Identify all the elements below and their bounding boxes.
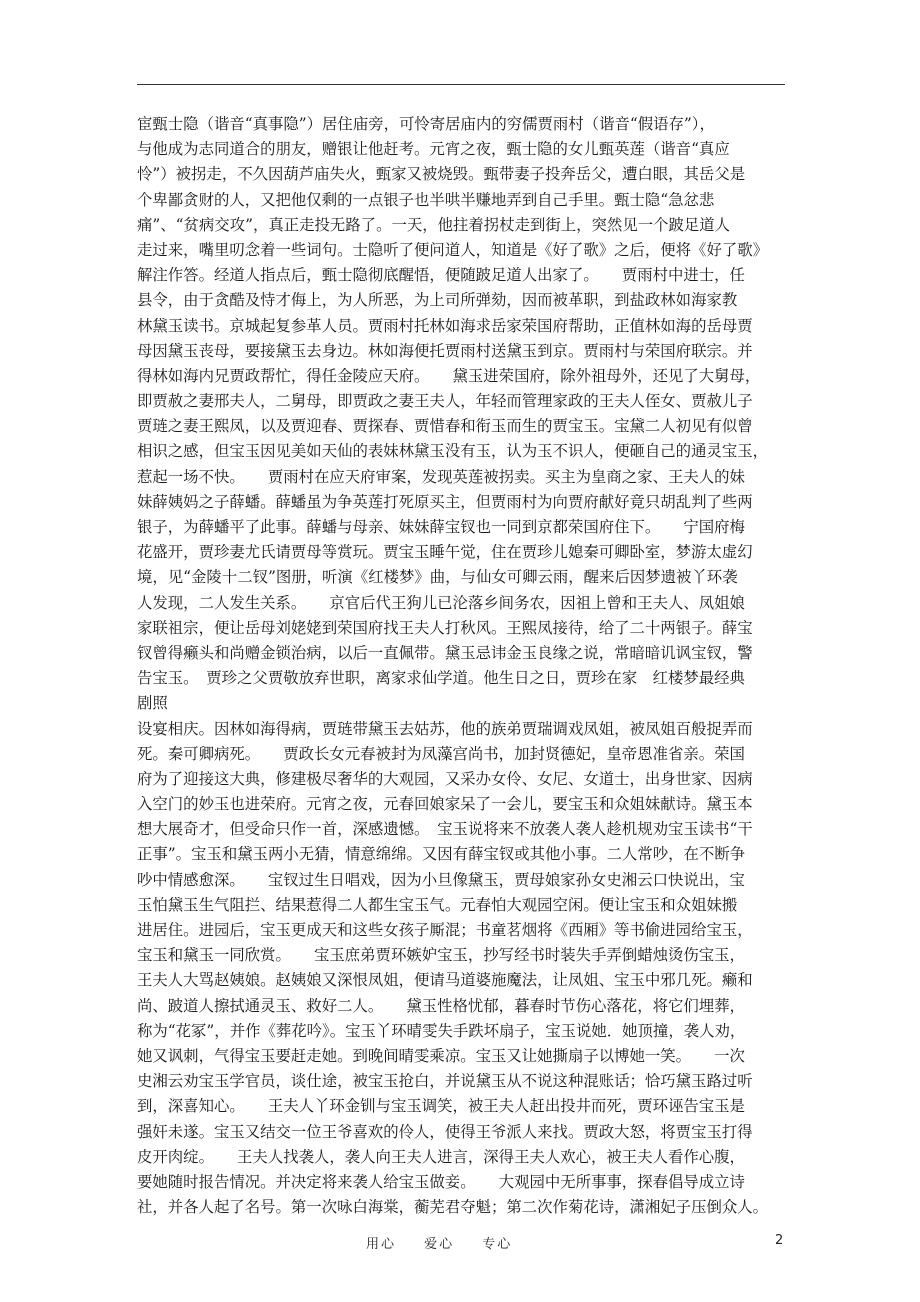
text-line: 玉怕黛玉生气阻拦、结果惹得二人都生宝玉气。元春怕大观园空闲。便让宝玉和众姐妹搬 <box>137 895 738 914</box>
text-line: 得林如海内兄贾政帮忙，得任金陵应天府。 黛玉进荣国府，除外祖母外，还见了大舅母， <box>137 366 761 385</box>
text-line: 个卑鄙贪财的人，又把他仅剩的一点银子也半哄半赚地弄到自己手里。甄士隐“急忿悲 <box>137 190 715 209</box>
text-line: 到，深喜知心。 王夫人丫环金钏与宝玉调笑，被王夫人赶出投井而死，贾环诬告宝玉是 <box>137 1097 745 1116</box>
text-line: 进居住。进园后，宝玉更成天和这些女孩子厮混；书童茗烟将《西厢》等书偷进园给宝玉， <box>137 921 753 939</box>
text-line: 妹薛姨妈之子薛蟠。薛蟠虽为争英莲打死原买主，但贾雨村为向贾府献好竟只胡乱判了些两 <box>137 492 753 511</box>
text-line: 社，并各人起了名号。第一次咏白海棠，蘅芜君夺魁；第二次作菊花诗，潇湘妃子压倒众人。 <box>137 1198 769 1217</box>
text-line: 称为“花冢”，并作《葬花吟》。宝玉丫环晴雯失手跌坏扇子，宝玉说她．她顶撞，袭人劝， <box>137 1021 746 1040</box>
text-line: 想大展奇才，但受命只作一首，深感遗憾。 宝玉说将来不放袭人袭人趁机规劝宝玉读书“干 <box>137 820 753 839</box>
body-text <box>137 112 787 1220</box>
text-line: 怜”）被拐走，不久因葫芦庙失火，甄家又被烧毁。甄带妻子投奔岳父，遭白眼，其岳父是 <box>137 165 746 184</box>
text-line: 贾琏之妻王熙凤，以及贾迎春、贾探春、贾惜春和衔玉而生的贾宝玉。宝黛二人初见有似曾 <box>137 417 753 436</box>
text-line: 告宝玉。 贾珍之父贾敬放弃世职，离家求仙学道。他生日之日，贾珍在家 红楼梦最经典 <box>137 669 745 688</box>
text-line: 银子，为薛蟠平了此事。薛蟠与母亲、妹妹薛宝钗也一同到京都荣国府住下。 宁国府梅 <box>137 518 745 536</box>
text-line: 正事”。宝玉和黛玉两小无猜，情意绵绵。又因有薛宝钗或其他小事。二人常吵，在不断争 <box>137 845 746 864</box>
text-line: 史湘云劝宝玉学官员，谈仕途，被宝玉抢白，并说黛玉从不说这种混账话；恰巧黛玉路过听 <box>137 1072 753 1091</box>
text-line: 宝玉和黛玉一同欣赏。 宝玉庶弟贾环嫉妒宝玉，抄写经书时装失手弄倒蜡烛烫伤宝玉， <box>137 946 745 965</box>
text-line: 尚、跛道人擦拭通灵玉、救好二人。 黛玉性格忧郁，暮春时节伤心落花，将它们埋葬， <box>137 996 745 1015</box>
text-line: 强奸未遂。宝玉又结交一位王爷喜欢的伶人，使得王爷派人来找。贾政大怒，将贾宝玉打得 <box>137 1122 753 1141</box>
text-line: 县令，由于贪酷及恃才侮上，为人所恶，为上司所弹劾，因而被革职，到盐政林如海家教 <box>137 291 738 310</box>
text-line: 即贾赦之妻邢夫人，二舅母，即贾政之妻王夫人，年轻而管理家政的王夫人侄女、贾赦儿子 <box>137 392 753 411</box>
text-line: 解注作答。经道人指点后，甄士隐彻底醒悟，便随跛足道人出家了。 贾雨村中进士，任 <box>137 266 745 285</box>
footer-motto: 用心 爱心 专心 <box>366 1237 513 1252</box>
text-line: 人发现，二人发生关系。 京官后代王狗儿已沦落乡间务农，因祖上曾和王夫人、凤姐娘 <box>137 593 745 612</box>
text-line: 惹起一场不快。 贾雨村在应天府审案，发现英莲被拐卖。买主为皇商之家、王夫人的妹 <box>137 467 745 486</box>
text-line: 宦甄士隐（谐音“真事隐”）居住庙旁，可怜寄居庙内的穷儒贾雨村（谐音“假语存”）， <box>137 115 715 133</box>
text-line: 入空门的妙玉也进荣府。元宵之夜，元春回娘家呆了一会儿，要宝玉和众姐妹献诗。黛玉本 <box>137 795 753 814</box>
text-line: 境，见“金陵十二钗”图册，听演《红楼梦》曲，与仙女可卿云雨，醒来后因梦遗被丫环袭 <box>137 568 738 587</box>
text-line: 与他成为志同道合的朋友，赠银让他赶考。元宵之夜，甄士隐的女儿甄英莲（谐音“真应 <box>137 140 730 159</box>
text-line: 花盛开，贾珍妻尤氏请贾母等赏玩。贾宝玉睡午觉，住在贾珍儿媳秦可卿卧室，梦游太虚幻 <box>137 543 753 562</box>
text-line: 钗曾得癞头和尚赠金锁治病，以后一直佩带。黛玉忌讳金玉良缘之说，常暗暗讥讽宝钗，警 <box>137 643 753 662</box>
text-line: 痛”、“贫病交攻”，真正走投无路了。一天，他拄着拐杖走到街上，突然见一个跛足道人 <box>137 215 731 234</box>
text-line: 母因黛玉丧母，要接黛玉去身边。林如海便托贾雨村送黛玉到京。贾雨村与荣国府联宗。并 <box>137 341 753 360</box>
text-line: 吵中情感愈深。 宝钗过生日唱戏，因为小旦像黛玉，贾母娘家孙女史湘云口快说出，宝 <box>137 870 745 889</box>
text-line: 走过来，嘴里叨念着一些词句。士隐听了便问道人，知道是《好了歌》之后，便将《好了歌》 <box>137 240 769 259</box>
text-line: 皮开肉绽。 王夫人找袭人，袭人向王夫人进言，深得王夫人欢心，被王夫人看作心腹， <box>137 1147 745 1166</box>
header-rule <box>137 84 785 85</box>
text-line: 相识之感，但宝玉因见美如天仙的表妹林黛玉没有玉，认为玉不识人，便砸自己的通灵宝玉， <box>137 442 769 461</box>
text-line: 她又讽刺，气得宝玉要赶走她。到晚间晴雯乘凉。宝玉又让她撕扇子以博她一笑。 一次 <box>137 1046 745 1065</box>
text-line: 王夫人大骂赵姨娘。赵姨娘又深恨凤姐，便请马道婆施魔法，让凤姐、宝玉中邪几死。癞和 <box>137 971 753 990</box>
text-line: 府为了迎接这大典，修建极尽奢华的大观园，又采办女伶、女尼、女道士，出身世家、因病 <box>137 769 753 788</box>
page-number: 2 <box>775 1233 784 1248</box>
text-line: 林黛玉读书。京城起复参革人员。贾雨村托林如海求岳家荣国府帮助，正值林如海的岳母贾 <box>137 316 753 335</box>
text-line: 家联祖宗，便让岳母刘姥姥到荣国府找王夫人打秋风。王熙凤接待，给了二十两银子。薛宝 <box>137 618 753 637</box>
page-footer <box>0 1233 920 1253</box>
text-line: 剧照 <box>137 694 168 713</box>
text-line: 要她随时报告情况。并决定将来袭人给宝玉做妾。 大观园中无所事事，探春倡导成立诗 <box>137 1172 745 1191</box>
text-line: 死。秦可卿病死。 贾政长女元春被封为凤藻宫尚书，加封贤德妃，皇帝恩准省亲。荣国 <box>137 744 745 763</box>
text-line: 设宴相庆。因林如海得病，贾琏带黛玉去姑苏，他的族弟贾瑞调戏凤姐，被凤姐百般捉弄而 <box>137 719 753 738</box>
